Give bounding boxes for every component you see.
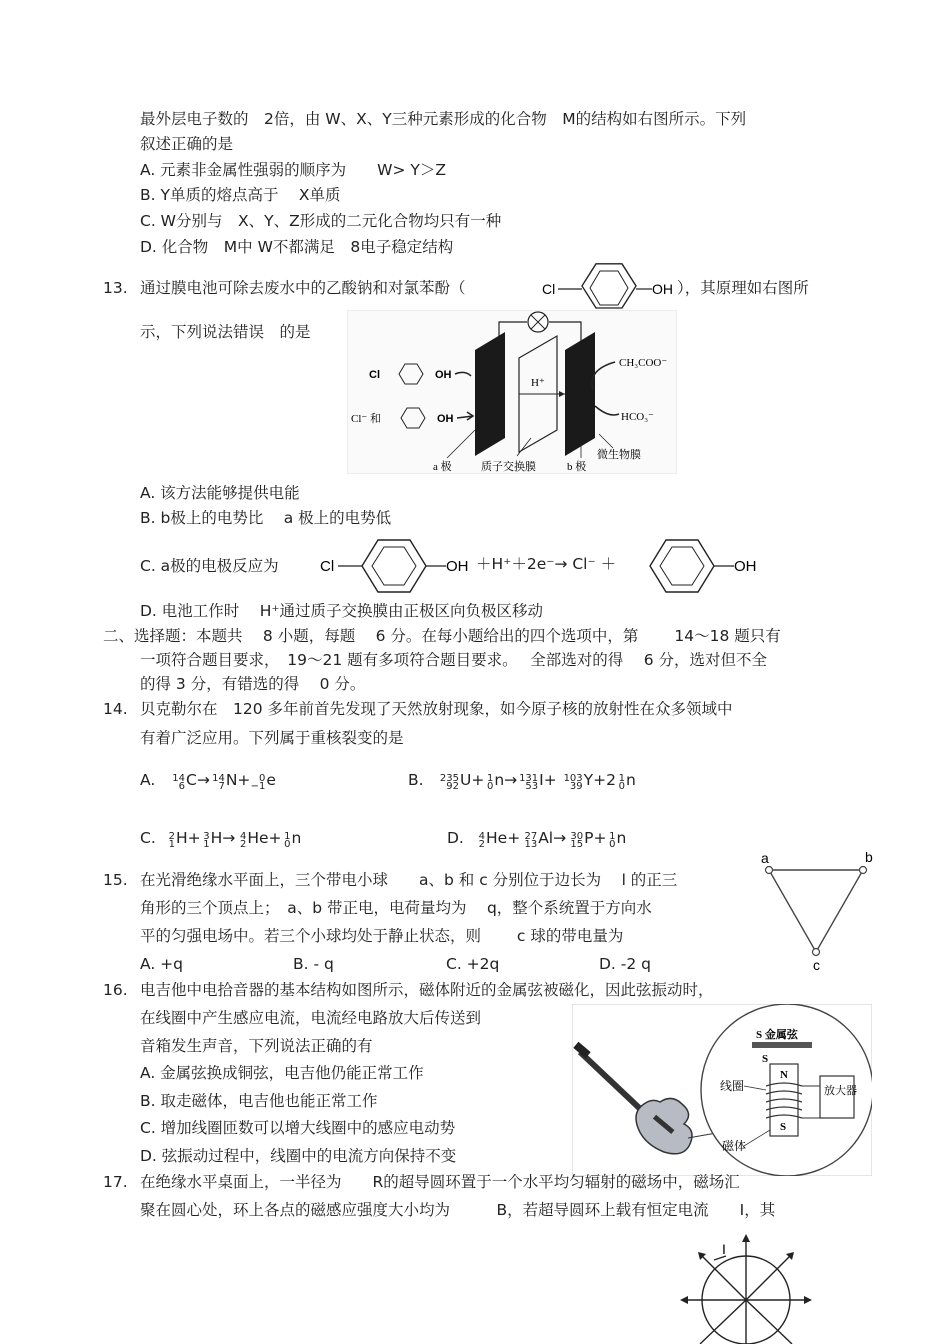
amplifier bbox=[820, 1076, 854, 1118]
q14-option-a-label: A. bbox=[140, 771, 156, 789]
membrane-battery-diagram bbox=[347, 310, 677, 474]
svg-text:OH: OH bbox=[734, 558, 757, 575]
option-c-phenol bbox=[648, 536, 768, 596]
section2-line-3: 的得 3 分，有错选的得 0 分。 bbox=[140, 675, 366, 693]
membrane-label: 质子交换膜 bbox=[481, 461, 536, 473]
q14-option-c-label: C. bbox=[140, 829, 156, 847]
q14-option-c-equation: 2 1 H+ 3 1 H→ 4 2 He+ 1 0 n bbox=[168, 829, 302, 850]
q16-number: 16. bbox=[103, 981, 128, 999]
electrode-a bbox=[475, 332, 505, 456]
q17-stem-line-1: 在绝缘水平桌面上，一半径为 R的超导圆环置于一个水平均匀辐射的磁场中，磁场汇 bbox=[140, 1173, 740, 1191]
q13-stem-part-2: ），其原理如右图所 bbox=[677, 279, 809, 297]
q13-stem-line-2: 示，下列说法错误 的是 bbox=[140, 323, 311, 341]
svg-text:S: S bbox=[762, 1053, 769, 1065]
q16-option-c: C. 增加线圈匝数可以增大线圈中的感应电动势 bbox=[140, 1119, 456, 1137]
q15-stem-line-3: 平的匀强电场中。若三个小球均处于静止状态，则 c 球的带电量为 bbox=[140, 927, 624, 945]
microbe-label: 微生物膜 bbox=[597, 449, 641, 461]
q16-stem-line-2: 在线圈中产生感应电流，电流经电路放大后传送到 bbox=[140, 1009, 482, 1027]
q12-stem-line-2: 叙述正确的是 bbox=[140, 135, 234, 153]
svg-text:OH: OH bbox=[446, 558, 469, 575]
vertex-a-label: a bbox=[761, 850, 769, 866]
guitar-pickup-diagram bbox=[572, 1004, 872, 1176]
chlorophenol-oh-label: OH bbox=[652, 281, 673, 297]
chlorophenol-structure bbox=[538, 262, 678, 312]
b-pole-label: b 极 bbox=[567, 461, 587, 473]
q13-option-c-prefix: C. a极的电极反应为 bbox=[140, 557, 279, 575]
metal-string-label: S 金属弦 bbox=[756, 1029, 798, 1041]
q14-option-b-equation: 235 92 U+ 1 0 n→ 131 53 I+ 103 39 Y+2 1 0 n bbox=[439, 771, 636, 792]
q13-option-d: D. 电池工作时 H⁺通过质子交换膜由正极区向负极区移动 bbox=[140, 602, 544, 620]
q13-option-b: B. b极上的电势比 a 极上的电势低 bbox=[140, 509, 392, 527]
cl-and-label: Cl⁻ 和 bbox=[351, 413, 381, 425]
q15-option-a: A. +q bbox=[140, 955, 184, 973]
q16-option-b: B. 取走磁体，电吉他也能正常工作 bbox=[140, 1092, 378, 1110]
left-cl-label: Cl bbox=[369, 369, 380, 381]
vertex-b-label: b bbox=[865, 849, 873, 865]
q16-option-a: A. 金属弦换成铜弦，电吉他仍能正常工作 bbox=[140, 1064, 424, 1082]
q12-option-a: A. 元素非金属性强弱的顺序为 W> Y＞Z bbox=[140, 161, 447, 179]
q16-stem-line-3: 音箱发生声音，下列说法正确的有 bbox=[140, 1037, 373, 1055]
a-pole-label: a 极 bbox=[433, 461, 452, 473]
q14-stem-line-2: 有着广泛应用。下列属于重核裂变的是 bbox=[140, 729, 404, 747]
ch3coo-label: CH₃COO⁻ bbox=[619, 357, 668, 369]
svg-text:N: N bbox=[780, 1069, 788, 1081]
q15-option-d: D. -2 q bbox=[599, 955, 652, 973]
chlorophenol-cl-label: Cl bbox=[542, 281, 556, 297]
q13-option-c-middle: ＋H⁺＋2e⁻→ Cl⁻ ＋ bbox=[476, 555, 617, 573]
q14-option-d-equation: 4 2 He+ 27 13 Al→ 30 15 P+ 1 0 n bbox=[478, 829, 627, 850]
q12-option-d: D. 化合物 M中 W不都满足 8电子稳定结构 bbox=[140, 238, 454, 256]
left-oh-label: OH bbox=[435, 369, 452, 381]
option-c-chlorophenol bbox=[318, 536, 478, 596]
q15-number: 15. bbox=[103, 871, 128, 889]
h-plus-label: H⁺ bbox=[531, 377, 545, 389]
q14-option-d-label: D. bbox=[447, 829, 464, 847]
electrode-b bbox=[565, 332, 595, 456]
q13-stem-part-1: 通过膜电池可除去废水中的乙酸钠和对氯苯酚（ bbox=[140, 279, 466, 297]
amplifier-label: 放大器 bbox=[824, 1085, 857, 1097]
svg-text:S: S bbox=[780, 1121, 787, 1133]
vertex-c-label: c bbox=[813, 957, 820, 973]
q17-number: 17. bbox=[103, 1173, 128, 1191]
q14-option-a-equation: 14 6 C→ 14 7 N+ 0 −1 e bbox=[172, 771, 276, 792]
q15-option-c: C. +2q bbox=[446, 955, 500, 973]
q13-number: 13. bbox=[103, 279, 128, 297]
metal-string bbox=[752, 1042, 812, 1048]
q12-option-b: B. Y单质的熔点高于 X单质 bbox=[140, 186, 341, 204]
q14-number: 14. bbox=[103, 700, 128, 718]
q13-option-a: A. 该方法能够提供电能 bbox=[140, 484, 300, 502]
left-oh2-label: OH bbox=[437, 413, 454, 425]
q16-stem-line-1: 电吉他中电拾音器的基本结构如图所示，磁体附近的金属弦被磁化，因此弦振动时， bbox=[140, 981, 714, 999]
section2-line-1: 二、选择题：本题共 8 小题，每题 6 分。在每小题给出的四个选项中，第 14～18 题只有 bbox=[103, 627, 781, 645]
current-i-label: I bbox=[722, 1241, 726, 1257]
hco3-label: HCO₃⁻ bbox=[621, 411, 654, 423]
coil-label: 线圈 bbox=[720, 1079, 745, 1093]
q15-stem-line-1: 在光滑绝缘水平面上，三个带电小球 a、b 和 c 分别位于边长为 l 的正三 bbox=[140, 871, 678, 889]
q15-stem-line-2: 角形的三个顶点上； a、b 带正电，电荷量均为 q，整个系统置于方向水 bbox=[140, 899, 652, 917]
q16-option-d: D. 弦振动过程中，线圈中的电流方向保持不变 bbox=[140, 1147, 457, 1165]
q14-option-b-label: B. bbox=[408, 771, 424, 789]
q12-option-c: C. W分别与 X、Y、Z形成的二元化合物均只有一种 bbox=[140, 212, 502, 230]
q14-stem-line-1: 贝克勒尔在 120 多年前首先发现了天然放射现象，如今原子核的放射性在众多领域中 bbox=[140, 700, 733, 718]
q15-option-b: B. - q bbox=[293, 955, 334, 973]
q17-stem-line-2: 聚在圆心处，环上各点的磁感应强度大小均为 B，若超导圆环上载有恒定电流 I，其 bbox=[140, 1201, 776, 1219]
radial-field-diagram bbox=[664, 1232, 834, 1344]
magnet-label: 磁体 bbox=[722, 1139, 747, 1153]
section2-line-2: 一项符合题目要求， 19～21 题有多项符合题目要求。 全部选对的得 6 分，选对但不全 bbox=[140, 651, 768, 669]
q12-stem-line-1: 最外层电子数的 2倍，由 W、X、Y三种元素形成的化合物 M的结构如右图所示。下列 bbox=[140, 110, 747, 128]
triangle-diagram bbox=[755, 848, 885, 973]
svg-text:Cl: Cl bbox=[320, 558, 335, 575]
